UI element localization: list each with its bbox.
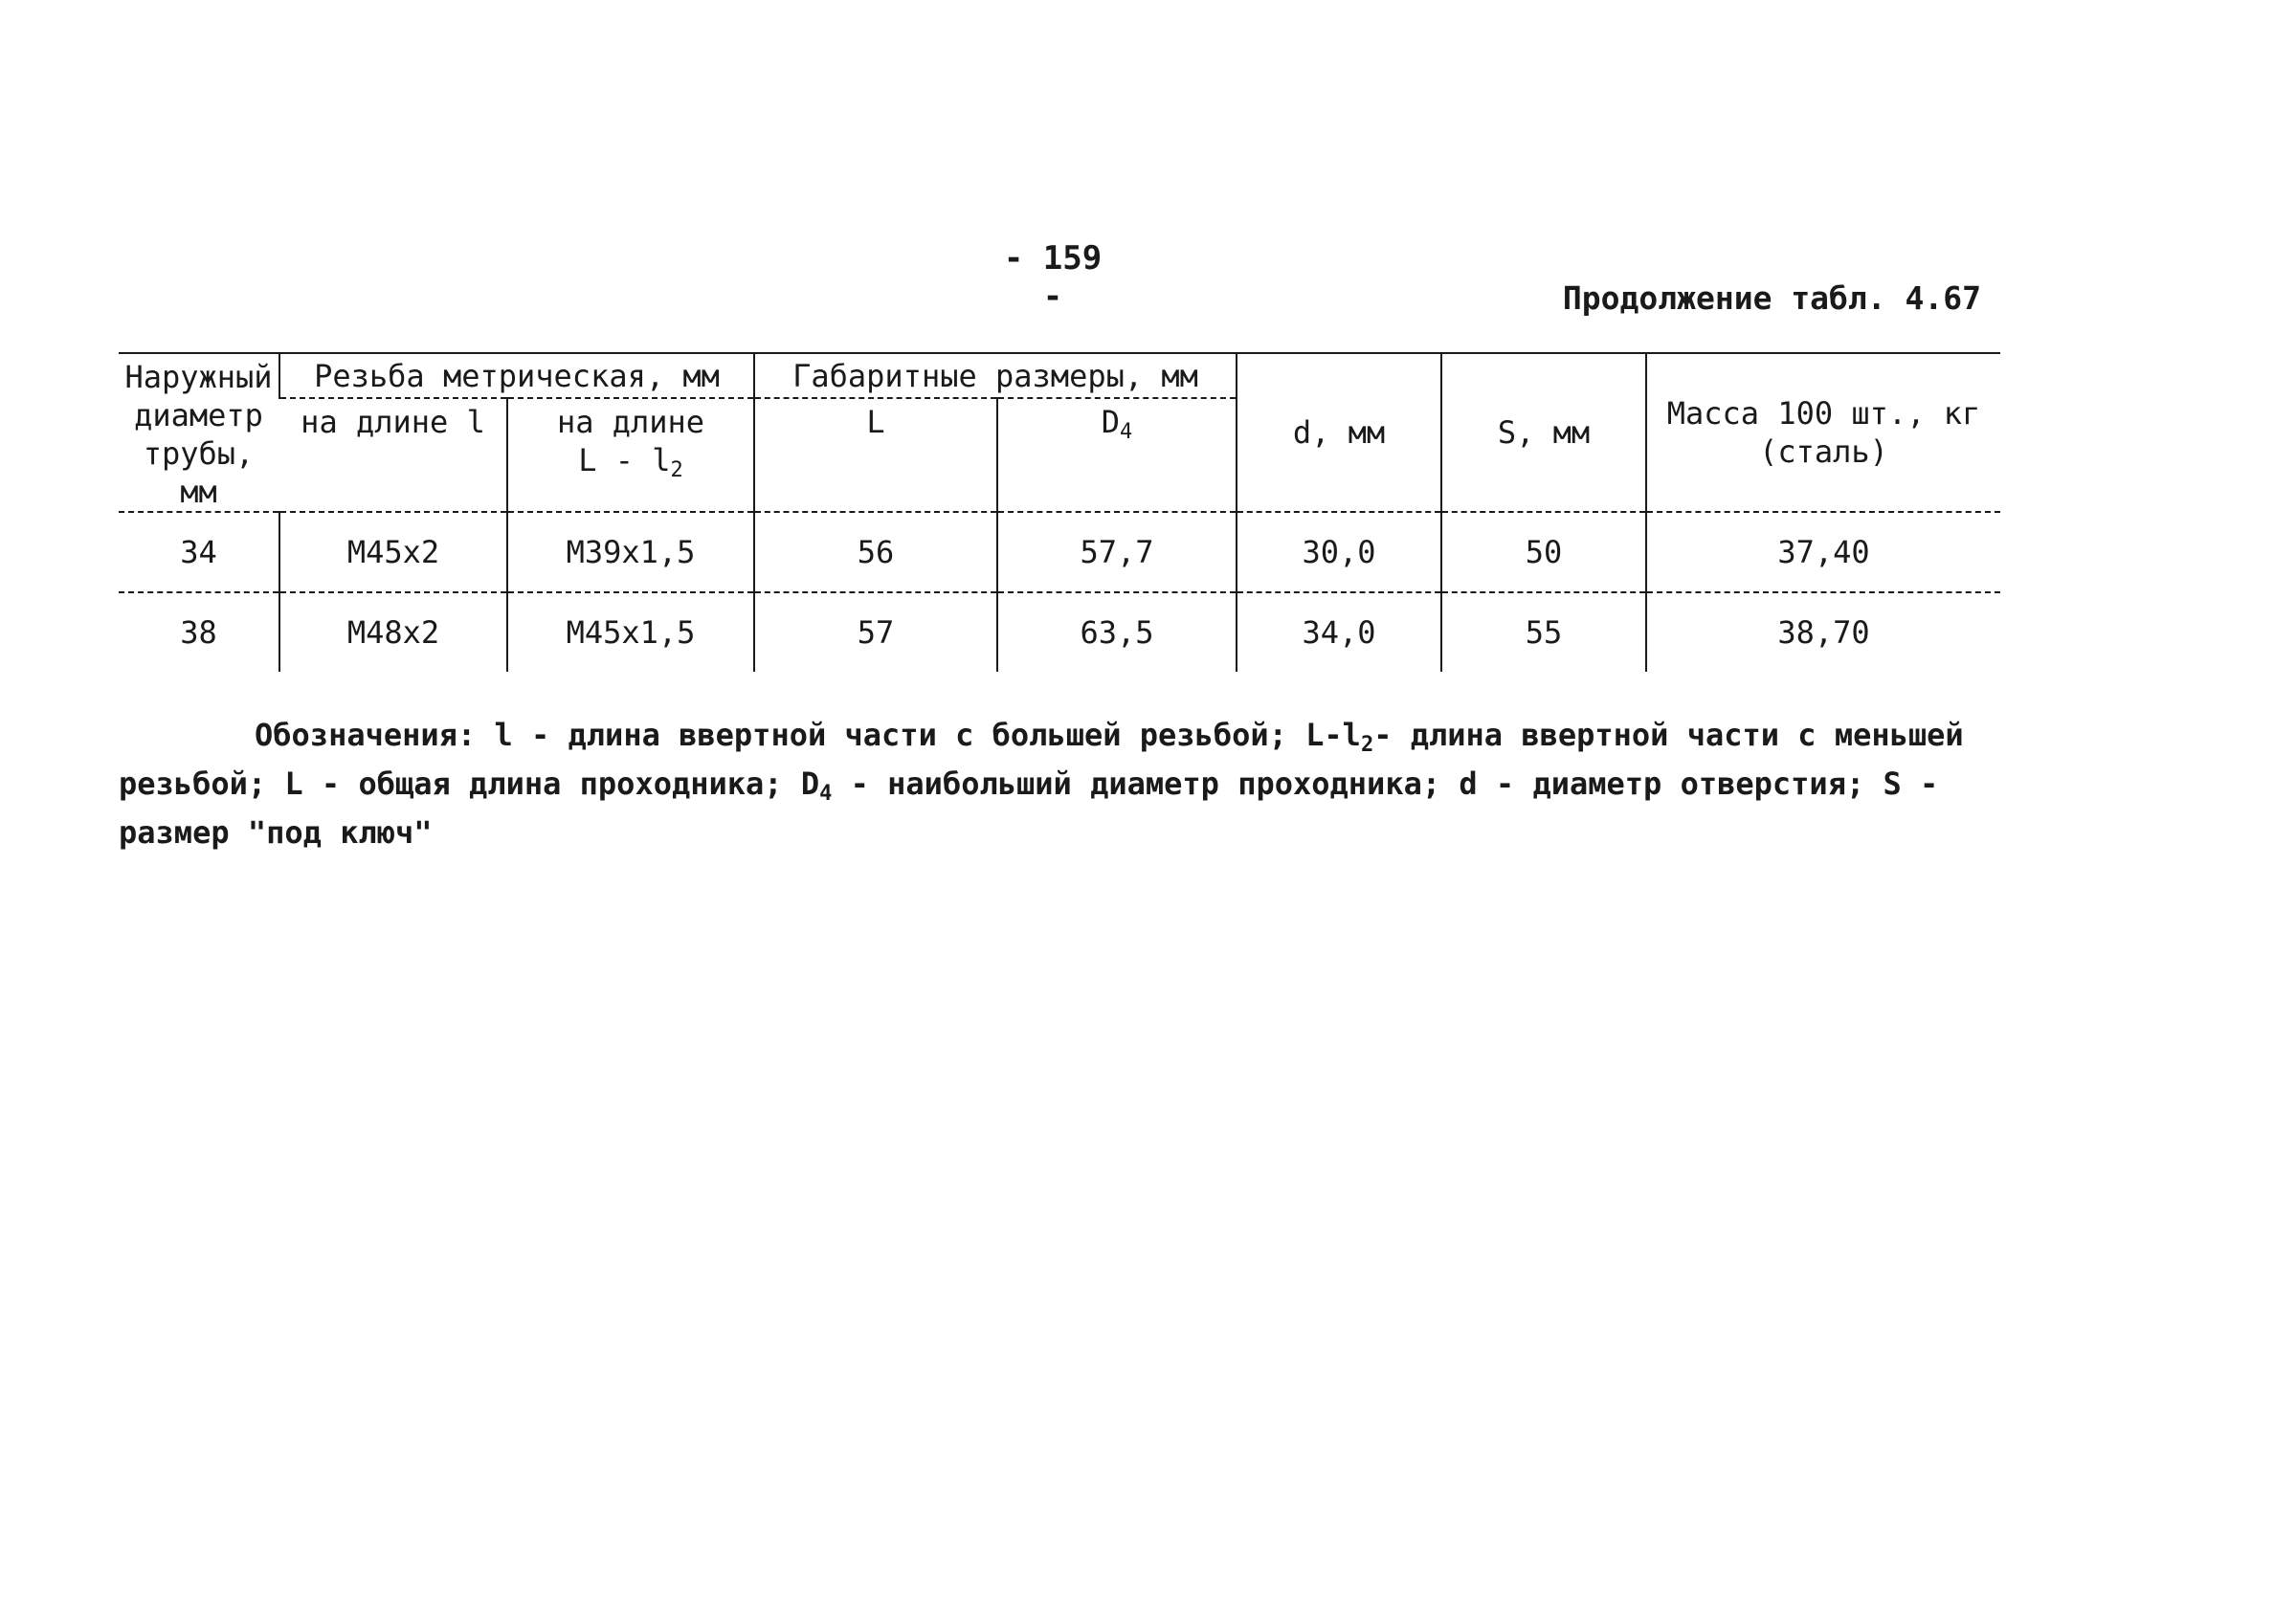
cell-thread-l: M48x2: [279, 592, 507, 672]
notes-part-2: - длина ввертной части с меньшей резьбой; L - общая длина проходника; D: [119, 717, 1964, 802]
cell-l: 57: [754, 592, 997, 672]
cell-d: 30,0: [1237, 512, 1441, 592]
cell-thread-l-l2: M39x1,5: [507, 512, 754, 592]
header-thread-group: Резьба метрическая, мм: [279, 353, 754, 398]
specification-table-container: [119, 352, 2000, 672]
cell-s: 50: [1441, 512, 1646, 592]
cell-d: 34,0: [1237, 592, 1441, 672]
header-thread-length-l-l2: [507, 398, 754, 512]
cell-outer-diameter: 34: [119, 512, 279, 592]
cell-thread-l: M45x2: [279, 512, 507, 592]
header-d4: [997, 398, 1237, 512]
cell-thread-l-l2: M45x1,5: [507, 592, 754, 672]
table-row: [119, 512, 2000, 592]
cell-mass: 38,70: [1646, 592, 2000, 672]
header-thread-length-l-l2-prefix: на длине: [556, 404, 705, 441]
header-thread-length-l-l2-sub: 2: [670, 458, 683, 483]
header-s: S, мм: [1441, 353, 1646, 512]
header-overall-dimensions-group: Габаритные размеры, мм: [754, 353, 1237, 398]
cell-l: 56: [754, 512, 997, 592]
specification-table: [119, 352, 2000, 672]
notes-part-1: Обозначения: l - длина ввертной части с большей резьбой; L-l: [255, 717, 1361, 753]
header-l: L: [754, 398, 997, 512]
table-header-row-top: [119, 353, 2000, 398]
notes-sub-2: 4: [819, 782, 833, 806]
header-d4-sub: 4: [1120, 420, 1133, 445]
cell-d4: 63,5: [997, 592, 1237, 672]
header-d4-main: D: [1101, 404, 1120, 441]
notes-sub-1: 2: [1360, 733, 1374, 757]
cell-s: 55: [1441, 592, 1646, 672]
header-mass: Масса 100 шт., кг (сталь): [1646, 353, 2000, 512]
cell-outer-diameter: 38: [180, 614, 217, 651]
cell-d4: 57,7: [997, 512, 1237, 592]
table-row: [119, 592, 2000, 672]
table-continuation-label: Продолжение табл. 4.67: [1562, 279, 1981, 317]
header-outer-diameter: Наружный диаметр трубы, мм: [119, 353, 279, 512]
header-thread-length-l-l2-expr: L - l: [578, 442, 671, 479]
cell-mass: 37,40: [1646, 512, 2000, 592]
header-d: d, мм: [1237, 353, 1441, 512]
page-number: - 159 -: [1003, 239, 1103, 316]
notes-part-3: - наибольший диаметр проходника; d - диаметр отверстия; S - размер "под ключ": [119, 766, 1939, 851]
header-thread-length-l: на длине l: [301, 404, 485, 441]
table-notes: [119, 716, 2000, 852]
